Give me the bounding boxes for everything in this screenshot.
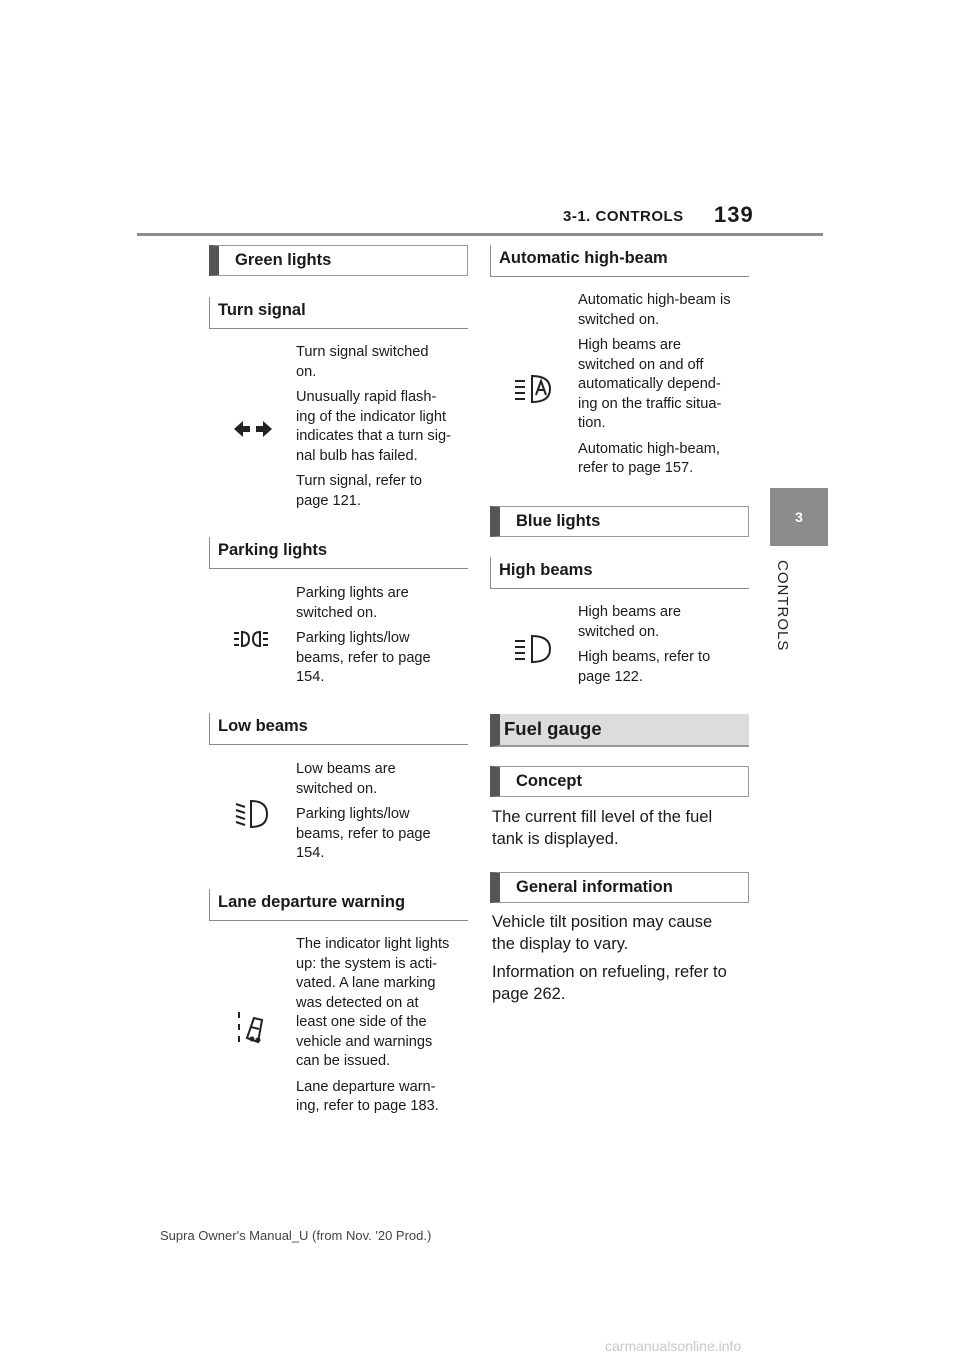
lane-departure-text-1: The indicator light lights up: the system is acti- vated. A lane marking was detected on at least one side of the vehicle and warnings can be issued. [296, 936, 450, 1069]
lane-departure-icon [236, 1010, 266, 1048]
parking-lights-icon [233, 629, 269, 649]
lane-departure-description [296, 935, 474, 1123]
auto-high-beam-text-3: Automatic high-beam, refer to page 157. [578, 440, 720, 476]
auto-high-beam-heading: Automatic high-beam [490, 245, 749, 277]
concept-text: The current fill level of the fuel tank is displayed. [492, 808, 713, 848]
high-beams-text-2: High beams, refer to page 122. [578, 649, 711, 685]
high-beams-text-1: High beams are switched on. [578, 604, 682, 640]
green-lights-heading: Green lights [209, 245, 468, 276]
auto-high-beam-text-1: Automatic high-beam is switched on. [578, 292, 731, 328]
concept-heading: Concept [490, 766, 749, 797]
chapter-label: CONTROLS [774, 560, 791, 652]
turn-signal-text-3: Turn signal, refer to page 121. [296, 473, 422, 509]
section-title: 3-1. CONTROLS [563, 208, 684, 225]
high-beams-description [578, 603, 756, 693]
header-rule [137, 233, 823, 236]
auto-high-beam-description [578, 291, 756, 485]
high-beams-heading: High beams [490, 557, 749, 589]
low-beam-icon [235, 799, 269, 829]
lane-departure-text-2: Lane departure warn- ing, refer to page 183. [296, 1078, 439, 1114]
page-number: 139 [714, 202, 754, 227]
blue-lights-heading: Blue lights [490, 506, 749, 537]
low-beams-text-1: Low beams are switched on. [296, 761, 396, 797]
manual-footer: Supra Owner's Manual_U (from Nov. '20 Prod.) [160, 1228, 432, 1243]
low-beams-text-2: Parking lights/low beams, refer to page 154. [296, 806, 431, 861]
lane-departure-heading: Lane departure warning [209, 889, 468, 921]
auto-high-beam-icon [514, 373, 552, 403]
general-information-text-1: Vehicle tilt position may cause the display to vary. [492, 913, 713, 953]
low-beams-heading: Low beams [209, 713, 468, 745]
parking-lights-description [296, 584, 474, 694]
turn-signal-text-2: Unusually rapid flash- ing of the indicator light indicates that a turn sig- nal bulb has failed. [296, 389, 451, 464]
high-beam-icon [514, 634, 552, 664]
fuel-gauge-heading: Fuel gauge [490, 714, 749, 747]
general-information-heading: General information [490, 872, 749, 903]
chapter-tab: 3 [770, 488, 828, 546]
parking-lights-heading: Parking lights [209, 537, 468, 569]
turn-signal-arrows-icon [234, 419, 272, 439]
watermark: carmanualsonline.info [605, 1338, 742, 1354]
turn-signal-text-1: Turn signal switched on. [296, 344, 429, 380]
turn-signal-description [296, 343, 474, 517]
auto-high-beam-text-2: High beams are switched on and off automatically depend- ing on the traffic situa- tion. [578, 337, 722, 431]
concept-text-block [492, 806, 752, 856]
low-beams-description [296, 760, 474, 870]
general-information-text-2: Information on refueling, refer to page 262. [492, 963, 727, 1003]
parking-lights-text-1: Parking lights are switched on. [296, 585, 409, 621]
turn-signal-heading: Turn signal [209, 297, 468, 329]
general-information-text-block [492, 911, 752, 1011]
parking-lights-text-2: Parking lights/low beams, refer to page 154. [296, 630, 431, 685]
